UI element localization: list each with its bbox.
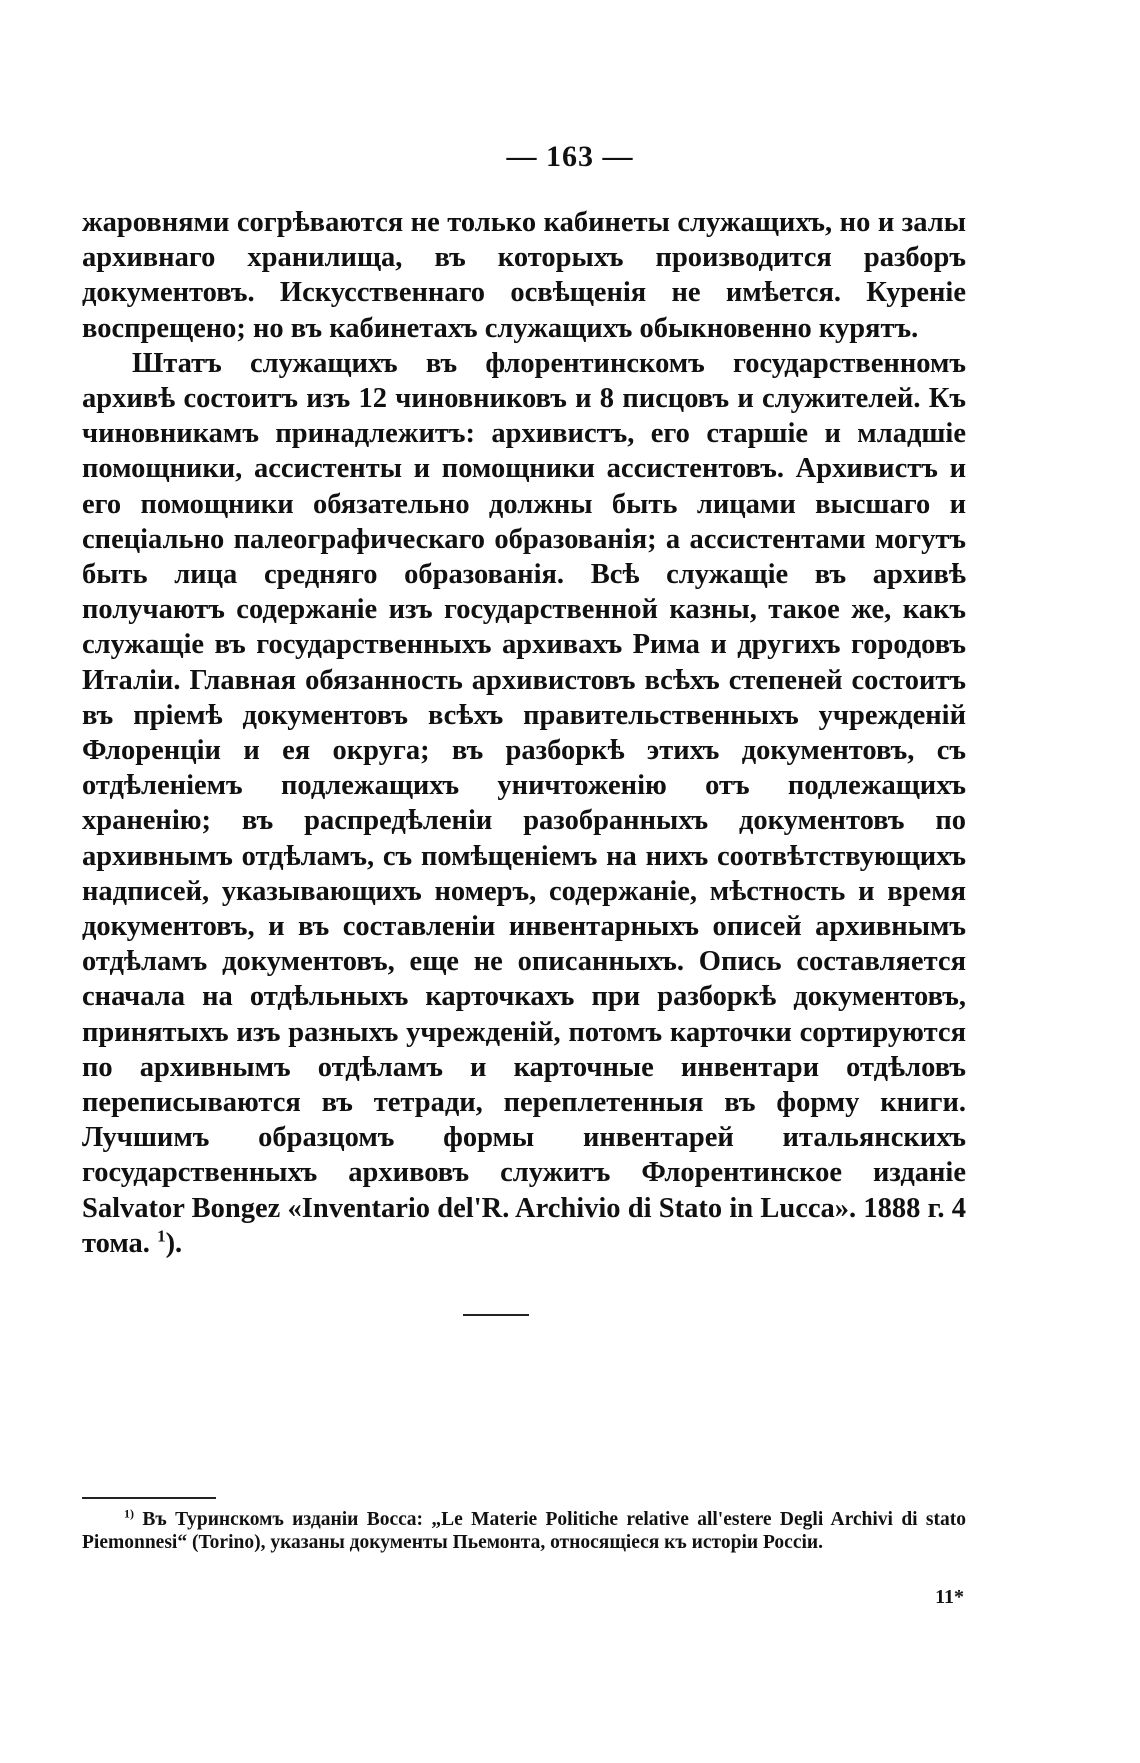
paragraph-end-punctuation: ). (165, 1227, 183, 1259)
footnote-marker: 1) (124, 1506, 134, 1521)
section-end-rule (463, 1314, 529, 1316)
page-number: — 163 — (506, 140, 634, 173)
printer-signature-mark: 11* (935, 1586, 964, 1608)
footnote-reference: 1 (157, 1226, 166, 1246)
paragraph-staff (82, 346, 966, 1261)
paragraph-continuation: жаровнями согрѣваются не только кабинеты служащихъ, но и залы архивнаго хранилища, въ которыхъ производится разборъ документовъ. Искусственнаго освѣщенія не имѣется. Куреніе воспрещено; но въ кабинетахъ служащихъ обыкновенно курятъ. (82, 207, 966, 344)
footnote (82, 1508, 966, 1554)
main-text (82, 205, 966, 1261)
paragraph-staff-text: Штатъ служащихъ въ флорентинскомъ государственномъ архивѣ состоитъ изъ 12 чиновниковъ и 8 писцовъ и служителей. Къ чиновникамъ принадлежитъ: архивистъ, его старшіе и младшіе помощники, ассистенты и помощники ассистентовъ. Архивистъ и его помощники обязательно должны быть лицами высшаго и спеціально палеографическаго образованія; а ассистентами могутъ быть лица средняго образованія. Всѣ служащіе въ архивѣ получаютъ содержаніе изъ государственной казны, такое же, какъ служащіе въ государственныхъ архивахъ Рима и другихъ городовъ Италіи. Главная обязанность архивистовъ всѣхъ степеней состоитъ въ пріемѣ документовъ всѣхъ правительственныхъ учрежденій Флоренціи и ея округа; въ разборкѣ этихъ документовъ, съ отдѣленіемъ подлежащихъ уничтоженію отъ подлежащихъ храненію; въ распредѣленіи разобранныхъ документовъ по архивнымъ отдѣламъ, съ помѣщеніемъ на нихъ соотвѣтствующихъ надписей, указывающихъ номеръ, содержаніе, мѣстность и время документовъ, и въ составленіи инвентарныхъ описей архивнымъ отдѣламъ документовъ, еще не описанныхъ. Опись составляется сначала на отдѣльныхъ карточкахъ при разборкѣ документовъ, принятыхъ изъ разныхъ учрежденій, потомъ карточки сортируются по архивнымъ отдѣламъ и карточные инвентари отдѣловъ переписываются въ тетради, переплетенныя въ форму книги. Лучшимъ образцомъ формы инвентарей итальянскихъ государственныхъ архивовъ служитъ Флорентинское изданіе Salvator Bongez «Inventario del'R. Archivio di Stato in Lucca». 1888 г. 4 тома. (82, 347, 966, 1259)
footnote-separator (82, 1497, 216, 1499)
footnote-text: Въ Туринскомъ изданіи Bocca: „Le Materie Politiche relative all'estere Degli Archivi di stato Piemonnesi“ (Torino), указаны документы Пьемонта, относящіеся къ исторіи Россіи. (82, 1509, 966, 1553)
